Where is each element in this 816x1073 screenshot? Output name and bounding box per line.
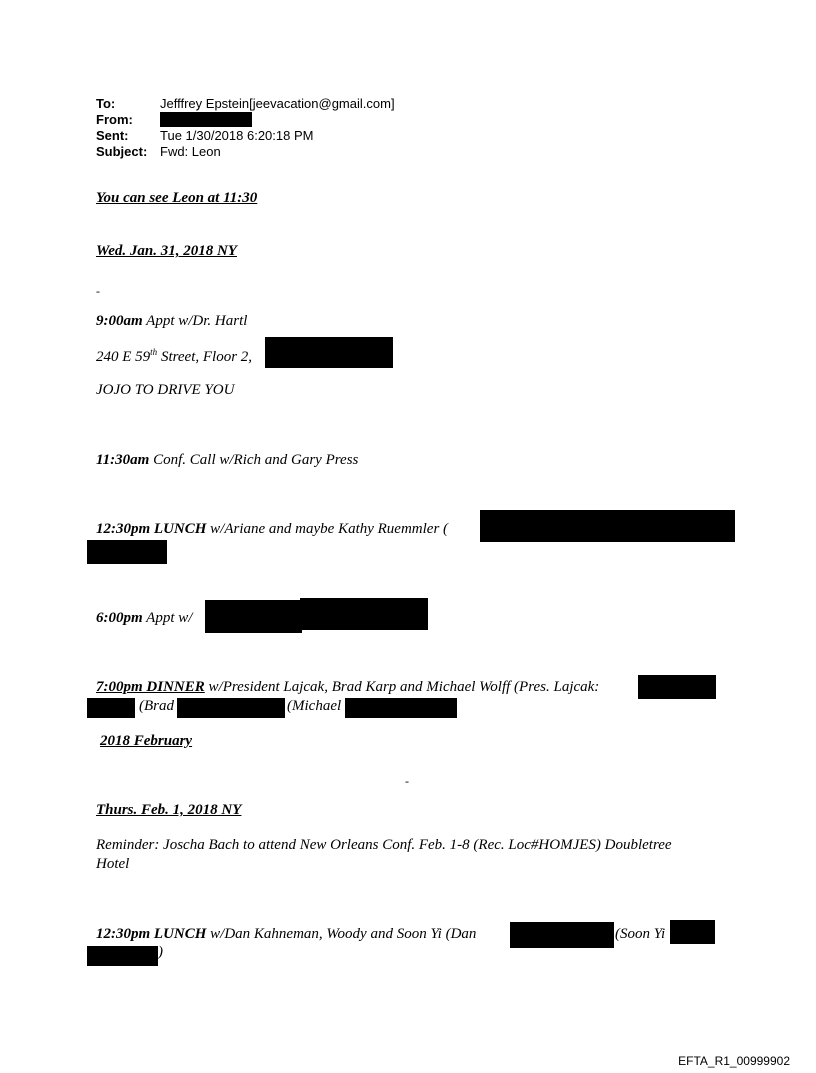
driver-note: JOJO TO DRIVE YOU xyxy=(96,382,235,398)
event-text: Appt w/ xyxy=(142,610,193,626)
event-dr-hartl xyxy=(96,313,247,330)
event-text: Appt w/Dr. Hartl xyxy=(142,313,248,329)
event-text: Conf. Call w/Rich and Gary Press xyxy=(149,452,359,468)
event-text: w/President Lajcak, Brad Karp and Michael Wolff (Pres. Lajcak: xyxy=(204,679,600,695)
redaction-dinner-1 xyxy=(638,675,716,699)
email-header xyxy=(96,96,395,160)
dash-marker-1: - xyxy=(96,284,100,298)
sent-row xyxy=(96,128,395,144)
month-heading: 2018 February xyxy=(100,733,193,749)
to-row xyxy=(96,96,395,112)
to-value: Jefffrey Epstein[jeevacation@gmail.com] xyxy=(160,96,395,111)
day1-heading: Wed. Jan. 31, 2018 NY xyxy=(96,243,237,259)
document-id: EFTA_R1_00999902 xyxy=(678,1054,790,1068)
event-time: 11:30am xyxy=(96,452,150,468)
event-appt-6pm xyxy=(96,610,192,627)
redaction-dinner-4 xyxy=(345,698,457,718)
from-label: From: xyxy=(96,112,133,127)
redaction-lunch2-1 xyxy=(510,922,614,948)
sent-label: Sent: xyxy=(96,128,129,143)
to-label: To: xyxy=(96,96,116,111)
address-part-a: 240 E 59 xyxy=(96,349,151,365)
event-text: w/Ariane and maybe Kathy Ruemmler ( xyxy=(206,521,449,537)
event-time: 7:00pm DINNER xyxy=(96,679,205,695)
event-dinner xyxy=(96,679,599,696)
dinner-brad: (Brad xyxy=(139,698,174,714)
event-conf-call xyxy=(96,452,358,469)
event-time: 9:00am xyxy=(96,313,143,329)
redaction-from xyxy=(160,112,252,127)
address-part-b: Street, Floor 2, xyxy=(157,349,253,365)
redaction-appt-2 xyxy=(300,598,428,630)
event-time: 12:30pm LUNCH xyxy=(96,521,207,537)
event-lunch-kahneman xyxy=(96,926,476,943)
redaction-lunch-1 xyxy=(480,510,735,542)
lunch2-close-paren: ) xyxy=(158,944,163,960)
event-time: 6:00pm xyxy=(96,610,143,626)
redaction-address xyxy=(265,337,393,368)
address-superscript: th xyxy=(150,347,158,357)
day2-heading: Thurs. Feb. 1, 2018 NY xyxy=(96,802,242,818)
event-time: 12:30pm LUNCH xyxy=(96,926,207,942)
redaction-lunch2-2 xyxy=(670,920,715,944)
sent-value: Tue 1/30/2018 6:20:18 PM xyxy=(160,128,314,143)
reminder-line-2: Hotel xyxy=(96,856,130,872)
event-address xyxy=(96,347,252,366)
subject-value: Fwd: Leon xyxy=(160,144,221,159)
leon-line: You can see Leon at 11:30 xyxy=(96,190,258,206)
subject-row xyxy=(96,144,395,160)
redaction-lunch2-3 xyxy=(87,946,158,966)
subject-label: Subject: xyxy=(96,144,148,159)
event-text: w/Dan Kahneman, Woody and Soon Yi (Dan xyxy=(206,926,477,942)
dash-marker-2: - xyxy=(405,774,409,788)
reminder-line-1: Reminder: Joscha Bach to attend New Orleans Conf. Feb. 1-8 (Rec. Loc#HOMJES) Doubletree xyxy=(96,837,672,853)
redaction-lunch-2 xyxy=(87,540,167,564)
redaction-dinner-2 xyxy=(87,698,135,718)
dinner-michael: (Michael xyxy=(287,698,342,714)
lunch2-soon-yi: (Soon Yi xyxy=(615,926,666,942)
redaction-dinner-3 xyxy=(177,698,285,718)
redaction-appt-1 xyxy=(205,600,302,633)
event-lunch-ariane xyxy=(96,521,448,538)
